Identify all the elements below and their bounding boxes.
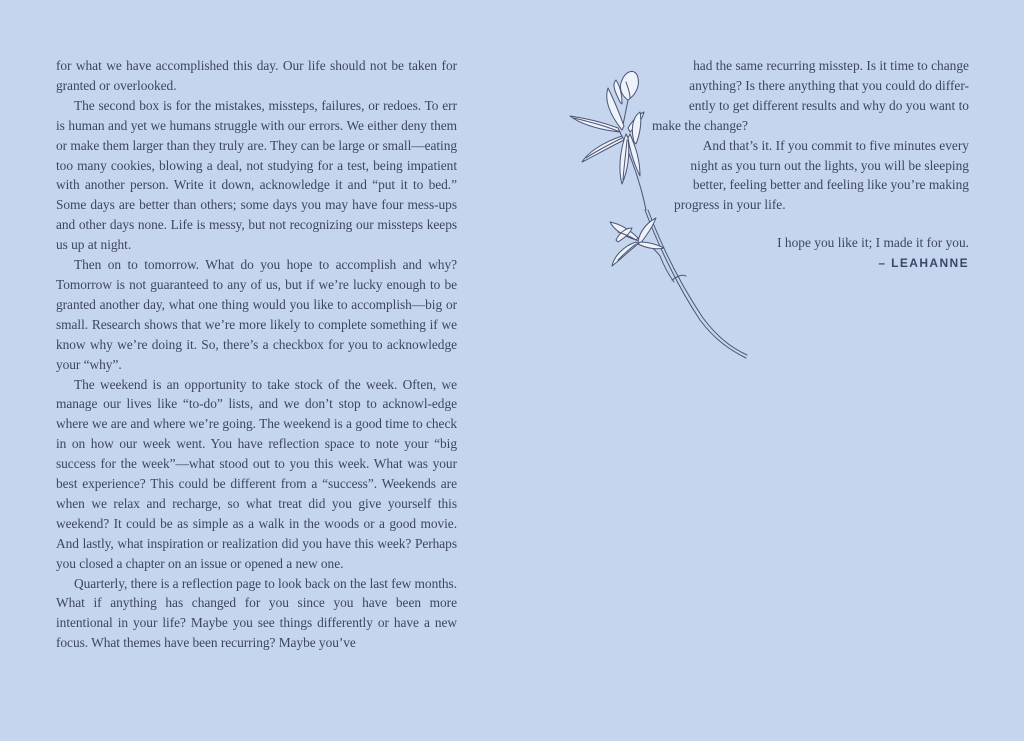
left-page-text [56,56,457,653]
paragraph-1: for what we have accomplished this day. Our life should not be taken for granted or overlooked. [56,58,457,93]
right-line-3: ently to get different results and why do you want to [688,97,969,113]
paragraph-3: Then on to tomorrow. What do you hope to accomplish and why? Tomorrow is not guaranteed to any of us, but if we’re lucky enough to be granted another day, what one thing would you like to accomplish—big or small. Research shows that we’re more likely to complete something if we know why we’re doing it. So, there’s a checkbox for you to acknowledge your “why”. [56,257,457,372]
right-line-7: better, feeling better and feeling like you’re making [692,177,969,193]
right-line-1: had the same recurring misstep. Is it time to change [693,58,969,73]
right-paragraph-2 [560,136,969,216]
closing-line: I hope you like it; I made it for you. [777,235,969,251]
right-paragraph-1 [560,56,969,136]
paragraph-5: Quarterly, there is a reflection page to look back on the last few months. What if anything has changed for you since you have been more intentional in your life? Maybe you see things differently or have a new focus. What themes have been recurring? Maybe you’ve [56,575,457,651]
paragraph-2: The second box is for the mistakes, missteps, failures, or redoes. To err is human and yet we humans struggle with our errors. We either deny them or make them larger than they truly are. They can be large or small—eating too many cookies, blowing a deal, not studying for a test, being impatient with another person. Write it down, acknowledge it and “put it to bed.” Some days are better than others; some days you may have four mess-ups and other days none. Life is messy, but not recognizing our missteps keeps us up at night. [56,97,457,253]
right-line-4: make the change? [652,117,748,133]
signature: – LEAHANNE [878,256,969,271]
right-page-text [560,56,969,272]
right-line-6: night as you turn out the lights, you will be sleeping [690,157,969,173]
paragraph-4: The weekend is an opportunity to take stock of the week. Often, we manage our lives like “to-do” lists, and we don’t stop to acknowl-edge where we are and where we’re going. The weekend is a good time to check in on how our week went. You have reflection space to note your “big success for the week”—what stood out to you this week. What was your best experience? This could be different from a “success”. Weekends are when we relax and recharge, so what treat did you give yourself this weekend? It could be as simple as a walk in the woods or a good movie. And lastly, what inspiration or realization did you have this week? Perhaps you closed a chapter on an issue or opened a new one. [56,376,457,571]
right-line-8: progress in your life. [674,197,786,213]
right-line-5: And that’s it. If you commit to five minutes every [702,137,969,153]
right-line-2: anything? Is there anything that you could do differ- [689,77,969,93]
